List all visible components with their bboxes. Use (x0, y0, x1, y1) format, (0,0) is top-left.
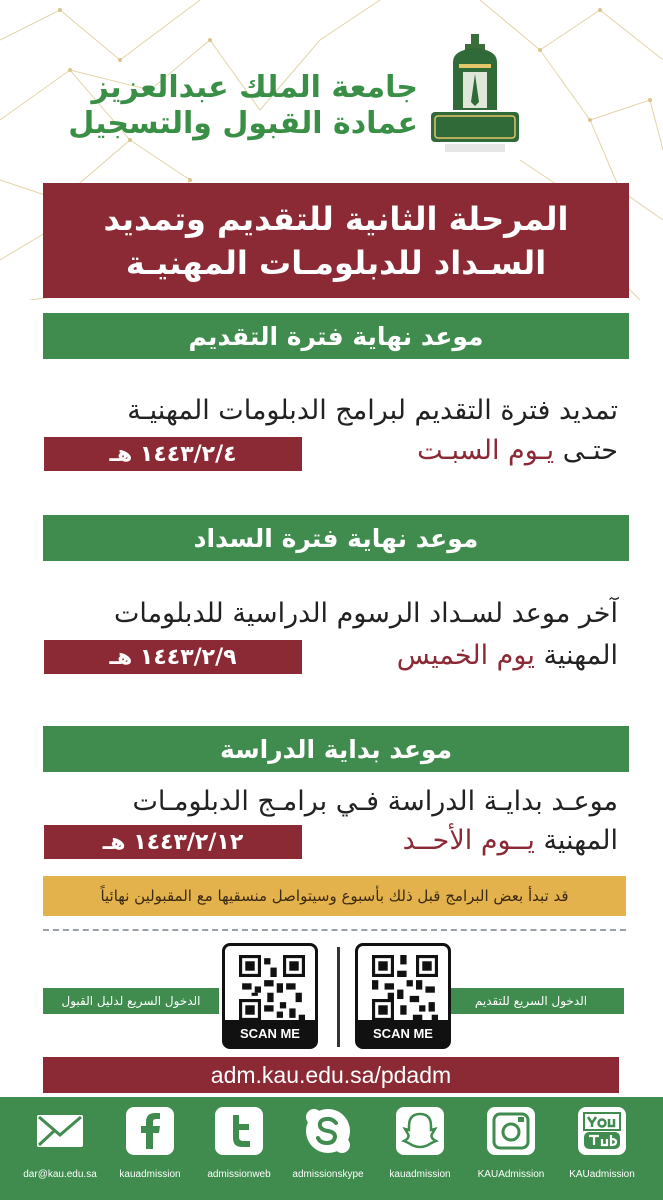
section-heading-payment-end: موعد نهاية فترة السداد (43, 515, 629, 561)
social-label: KAUadmission (569, 1169, 635, 1180)
twitter-icon (213, 1105, 265, 1157)
title-line-1: المرحلة الثانية للتقديم وتمديد (103, 199, 569, 238)
qr-divider (337, 947, 340, 1047)
section-1-day: يـوم السبـت (417, 435, 555, 466)
section-3-line-2 (403, 823, 618, 859)
social-label: kauadmission (119, 1169, 181, 1180)
social-skype[interactable] (286, 1105, 370, 1180)
social-label: admissionweb (207, 1169, 271, 1180)
social-label: dar@kau.edu.sa (23, 1169, 97, 1180)
section-3-date-badge: ١٤٤٣/٢/١٢ هـ (44, 825, 302, 859)
guide-qr-label: الدخول السريع لدليل القبول (43, 988, 219, 1014)
guide-qr-code[interactable] (222, 943, 318, 1049)
section-3-line-1: موعـد بدايـة الدراسة فـي برامـج الدبلومـات (132, 786, 618, 817)
section-1-prefix: حتـى (562, 435, 618, 466)
section-1-line-1: تمديد فترة التقديم لبرامج الدبلومات المهنيـة (127, 395, 618, 426)
social-label: kauadmission (389, 1169, 451, 1180)
section-heading-application-end: موعد نهاية فترة التقديم (43, 313, 629, 359)
social-label: admissionskype (292, 1169, 364, 1180)
social-instagram[interactable] (469, 1105, 553, 1180)
social-snapchat[interactable] (378, 1105, 462, 1180)
qr-pattern-icon (372, 955, 438, 1021)
section-1-date-badge: ١٤٤٣/٢/٤ هـ (44, 437, 302, 471)
section-heading-study-start: موعد بداية الدراسة (43, 726, 629, 772)
section-1-line-2 (417, 433, 618, 469)
header-text (68, 70, 418, 142)
note-banner: قد تبدأ بعض البرامج قبل ذلك بأسبوع وسيتواصل منسقيها مع المقبولين نهائياً (43, 876, 626, 916)
apply-qr-code[interactable] (355, 943, 451, 1049)
social-label: KAUAdmission (477, 1169, 545, 1180)
section-3-prefix: المهنية (543, 825, 618, 856)
mail-icon (34, 1105, 86, 1157)
snapchat-icon (394, 1105, 446, 1157)
qr-pattern-icon (239, 955, 305, 1021)
section-2-prefix: المهنية (543, 640, 618, 671)
youtube-icon (576, 1105, 628, 1157)
admission-url-link[interactable]: adm.kau.edu.sa/pdadm (43, 1057, 619, 1093)
skype-icon (302, 1105, 354, 1157)
university-logo (425, 32, 525, 157)
scan-me-label: SCAN ME (225, 1020, 315, 1046)
section-3-day: يــوم الأحــد (402, 825, 535, 856)
page-title (43, 183, 629, 298)
social-mail[interactable] (18, 1105, 102, 1180)
section-2-day: يوم الخميس (396, 640, 535, 671)
section-2-line-1: آخر موعد لسـداد الرسوم الدراسية للدبلومات (113, 598, 618, 629)
facebook-icon (124, 1105, 176, 1157)
social-twitter[interactable] (197, 1105, 281, 1180)
section-2-line-2 (397, 638, 618, 674)
social-facebook[interactable] (108, 1105, 192, 1180)
apply-qr-label: الدخول السريع للتقديم (438, 988, 624, 1014)
title-line-2: السـداد للدبلومـات المهنيـة (125, 243, 547, 282)
instagram-icon (485, 1105, 537, 1157)
university-name: جامعة الملك عبدالعزيز (91, 70, 418, 105)
section-2-date-badge: ١٤٤٣/٢/٩ هـ (44, 640, 302, 674)
social-youtube[interactable] (560, 1105, 644, 1180)
dashed-divider (43, 929, 626, 931)
deanship-name: عمادة القبول والتسجيل (68, 106, 418, 141)
scan-me-label: SCAN ME (358, 1020, 448, 1046)
